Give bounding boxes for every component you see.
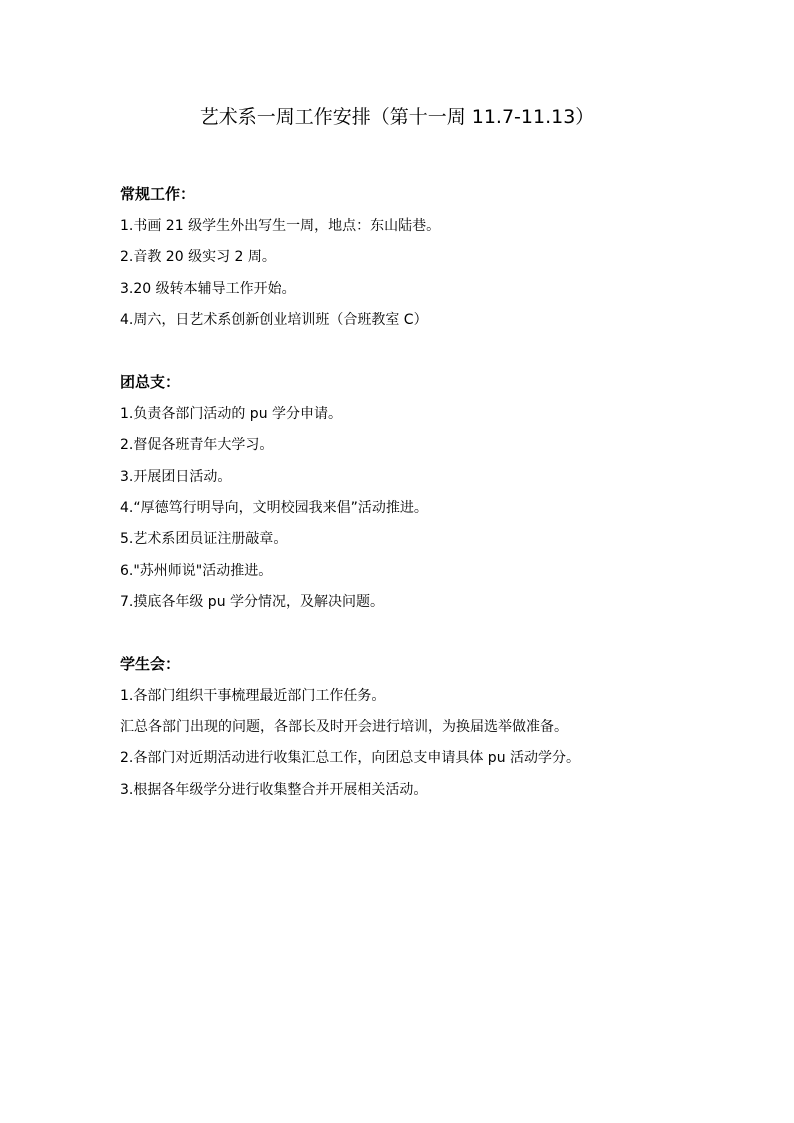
list-item: 3.开展团日活动。 bbox=[120, 469, 232, 485]
list-item: 5.艺术系团员证注册敲章。 bbox=[120, 531, 288, 547]
list-item: 2.督促各班青年大学习。 bbox=[120, 437, 274, 453]
list-item: 1.负责各部门活动的 pu 学分申请。 bbox=[120, 406, 343, 422]
list-item: 3.20 级转本辅导工作开始。 bbox=[120, 281, 296, 297]
list-item: 2.音教 20 级实习 2 周。 bbox=[120, 249, 276, 265]
list-item: 汇总各部门出现的问题，各部长及时开会进行培训，为换届选举做准备。 bbox=[120, 719, 568, 735]
list-item: 1.各部门组织干事梳理最近部门工作任务。 bbox=[120, 688, 386, 704]
list-item: 4.“厚德笃行明导向，文明校园我来倡”活动推进。 bbox=[120, 500, 428, 516]
list-item: 7.摸底各年级 pu 学分情况，及解决问题。 bbox=[120, 594, 385, 610]
list-item: 2.各部门对近期活动进行收集汇总工作，向团总支申请具体 pu 活动学分。 bbox=[120, 750, 581, 766]
list-item: 1.书画 21 级学生外出写生一周，地点：东山陆巷。 bbox=[120, 218, 441, 234]
list-item: 3.根据各年级学分进行收集整合并开展相关活动。 bbox=[120, 782, 428, 798]
section-heading-student-union: 学生会： bbox=[120, 655, 181, 673]
list-item: 4.周六，日艺术系创新创业培训班（合班教室 C） bbox=[120, 312, 428, 328]
section-heading-league-branch: 团总支： bbox=[120, 373, 181, 391]
page-title: 艺术系一周工作安排（第十一周 11.7-11.13） bbox=[199, 106, 595, 128]
list-item: 6."苏州师说"活动推进。 bbox=[120, 563, 273, 579]
section-heading-routine-work: 常规工作： bbox=[120, 185, 196, 203]
